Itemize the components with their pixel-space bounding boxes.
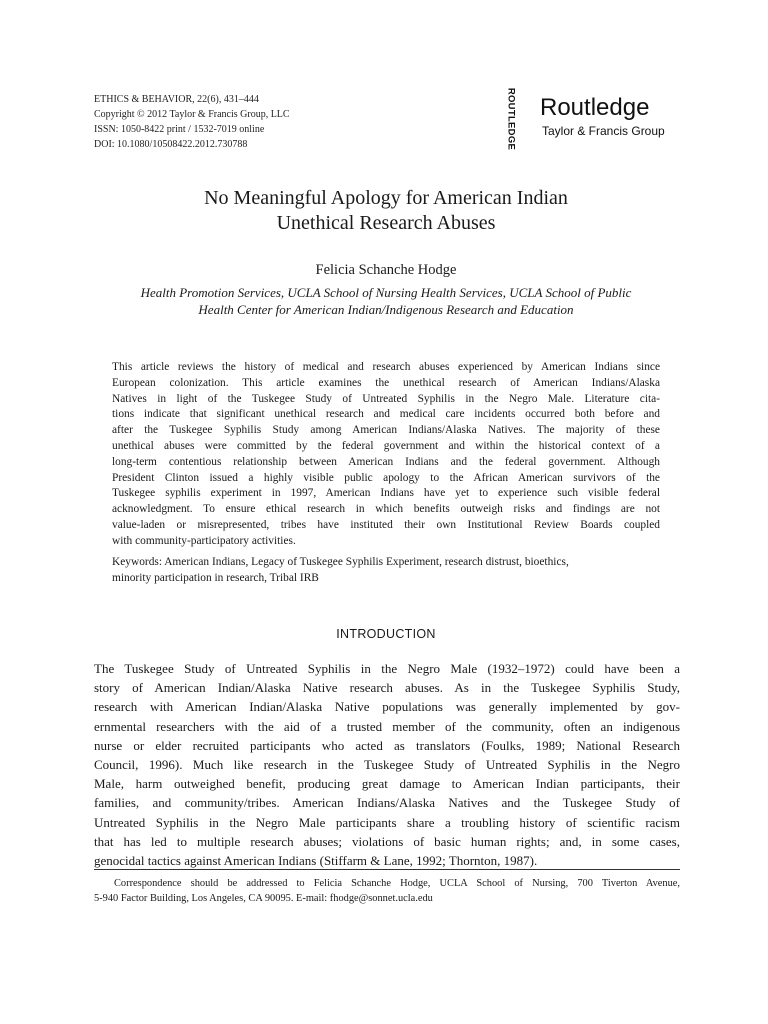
title-line: Unethical Research Abuses — [276, 212, 496, 234]
publisher-logo — [500, 87, 685, 151]
body-line: Male, harm outweighed benefit, producing great damage to American Indian participants, their — [94, 776, 680, 792]
introduction-paragraph — [94, 659, 680, 870]
correspondence-footnote — [94, 876, 680, 906]
author-affiliation — [90, 284, 682, 318]
abstract-line: This article reviews the history of medical and research abuses experienced by American Indians since — [112, 361, 660, 373]
affiliation-line: Health Center for American Indian/Indigenous Research and Education — [198, 302, 574, 317]
abstract-line: tions indicate that significant unethical research and medical care incidents occurred both before and — [112, 408, 660, 421]
abstract-line: value-laden or misrepresented, tribes have instituted their own Institutional Review Boards coupled — [112, 518, 660, 531]
routledge-side-text: ROUTLEDGE — [505, 87, 517, 151]
footnote-divider — [94, 869, 680, 870]
author-name: Felicia Schanche Hodge — [315, 262, 457, 278]
journal-metadata — [94, 92, 290, 152]
body-line: genocidal tactics against American Indians (Stiffarm & Lane, 1992; Thornton, 1987). — [94, 853, 538, 869]
abstract — [112, 360, 660, 550]
routledge-side-mark — [500, 87, 522, 151]
footnote-line: 5-940 Factor Building, Los Angeles, CA 90095. E-mail: fhodge@sonnet.ucla.edu — [94, 893, 433, 904]
section-heading-introduction: INTRODUCTION — [336, 627, 436, 641]
body-line: ernmental researchers with the aid of a trusted member of the community, often an indigenous — [94, 718, 680, 734]
body-line: families, and community/tribes. American Indians/Alaska Natives and the Tuskegee Study of — [94, 795, 680, 811]
body-line: The Tuskegee Study of Untreated Syphilis in the Negro Male (1932–1972) could have been a — [94, 661, 680, 676]
abstract-line: with community-participatory activities. — [112, 534, 296, 547]
abstract-line: unethical abuses were committed by the federal government and within the historical context of a — [112, 439, 660, 452]
doi-line: DOI: 10.1080/10508422.2012.730788 — [94, 139, 248, 150]
abstract-line: acknowledgment. To ensure ethical research in which benefits outweigh risks and findings are not — [112, 503, 660, 516]
publisher-name: Routledge — [540, 94, 650, 121]
abstract-line: after the Tuskegee Syphilis Study among American Indians/Alaska Natives. The majority of these — [112, 424, 660, 437]
issn-line: ISSN: 1050-8422 print / 1532-7019 online — [94, 124, 265, 135]
body-line: Council, 1996). Much like research in the Tuskegee Study of Untreated Syphilis in the Negro — [94, 757, 680, 773]
copyright-line: Copyright © 2012 Taylor & Francis Group, LLC — [94, 109, 290, 120]
abstract-line: Tuskegee syphilis experiment in 1997, American Indians have yet to experience such visible federal — [112, 487, 660, 500]
body-line: Untreated Syphilis in the Negro Male participants share a troubling history of scientific racism — [94, 814, 680, 830]
keywords-line: Keywords: American Indians, Legacy of Tuskegee Syphilis Experiment, research distrust, bioethics, — [112, 556, 569, 568]
title-line: No Meaningful Apology for American Indian — [204, 187, 568, 209]
abstract-line: European colonization. This article examines the unethical research of American Indians/Alaska — [112, 376, 660, 389]
body-line: that has led to multiple research abuses; violations of basic human rights; and, in some cases, — [94, 833, 680, 849]
affiliation-line: Health Promotion Services, UCLA School of Nursing Health Services, UCLA School of Public — [140, 285, 632, 300]
body-line: story of American Indian/Alaska Native research abuses. As in the Tuskegee Syphilis Study, — [94, 680, 680, 696]
publisher-group: Taylor & Francis Group — [542, 124, 665, 138]
footnote-line: Correspondence should be addressed to Felicia Schanche Hodge, UCLA School of Nursing, 700 Tiverton Avenue, — [114, 878, 680, 889]
article-title — [90, 186, 682, 236]
keywords-line: minority participation in research, Tribal IRB — [112, 571, 319, 584]
abstract-line: long-term contentious relationship between American Indians and the federal government. Although — [112, 455, 660, 468]
abstract-line: President Clinton issued a highly visible public apology to the African American survivors of the — [112, 471, 660, 484]
keywords — [112, 555, 662, 587]
journal-citation: ETHICS & BEHAVIOR, 22(6), 431–444 — [94, 94, 259, 105]
abstract-line: Natives in light of the Tuskegee Study of Untreated Syphilis in the Negro Male. Literature cita- — [112, 392, 660, 405]
body-line: nurse or elder recruited participants who acted as translators (Foulks, 1989; National Research — [94, 737, 680, 753]
body-line: research with American Indian/Alaska Native populations was generally implemented by gov- — [94, 699, 680, 715]
